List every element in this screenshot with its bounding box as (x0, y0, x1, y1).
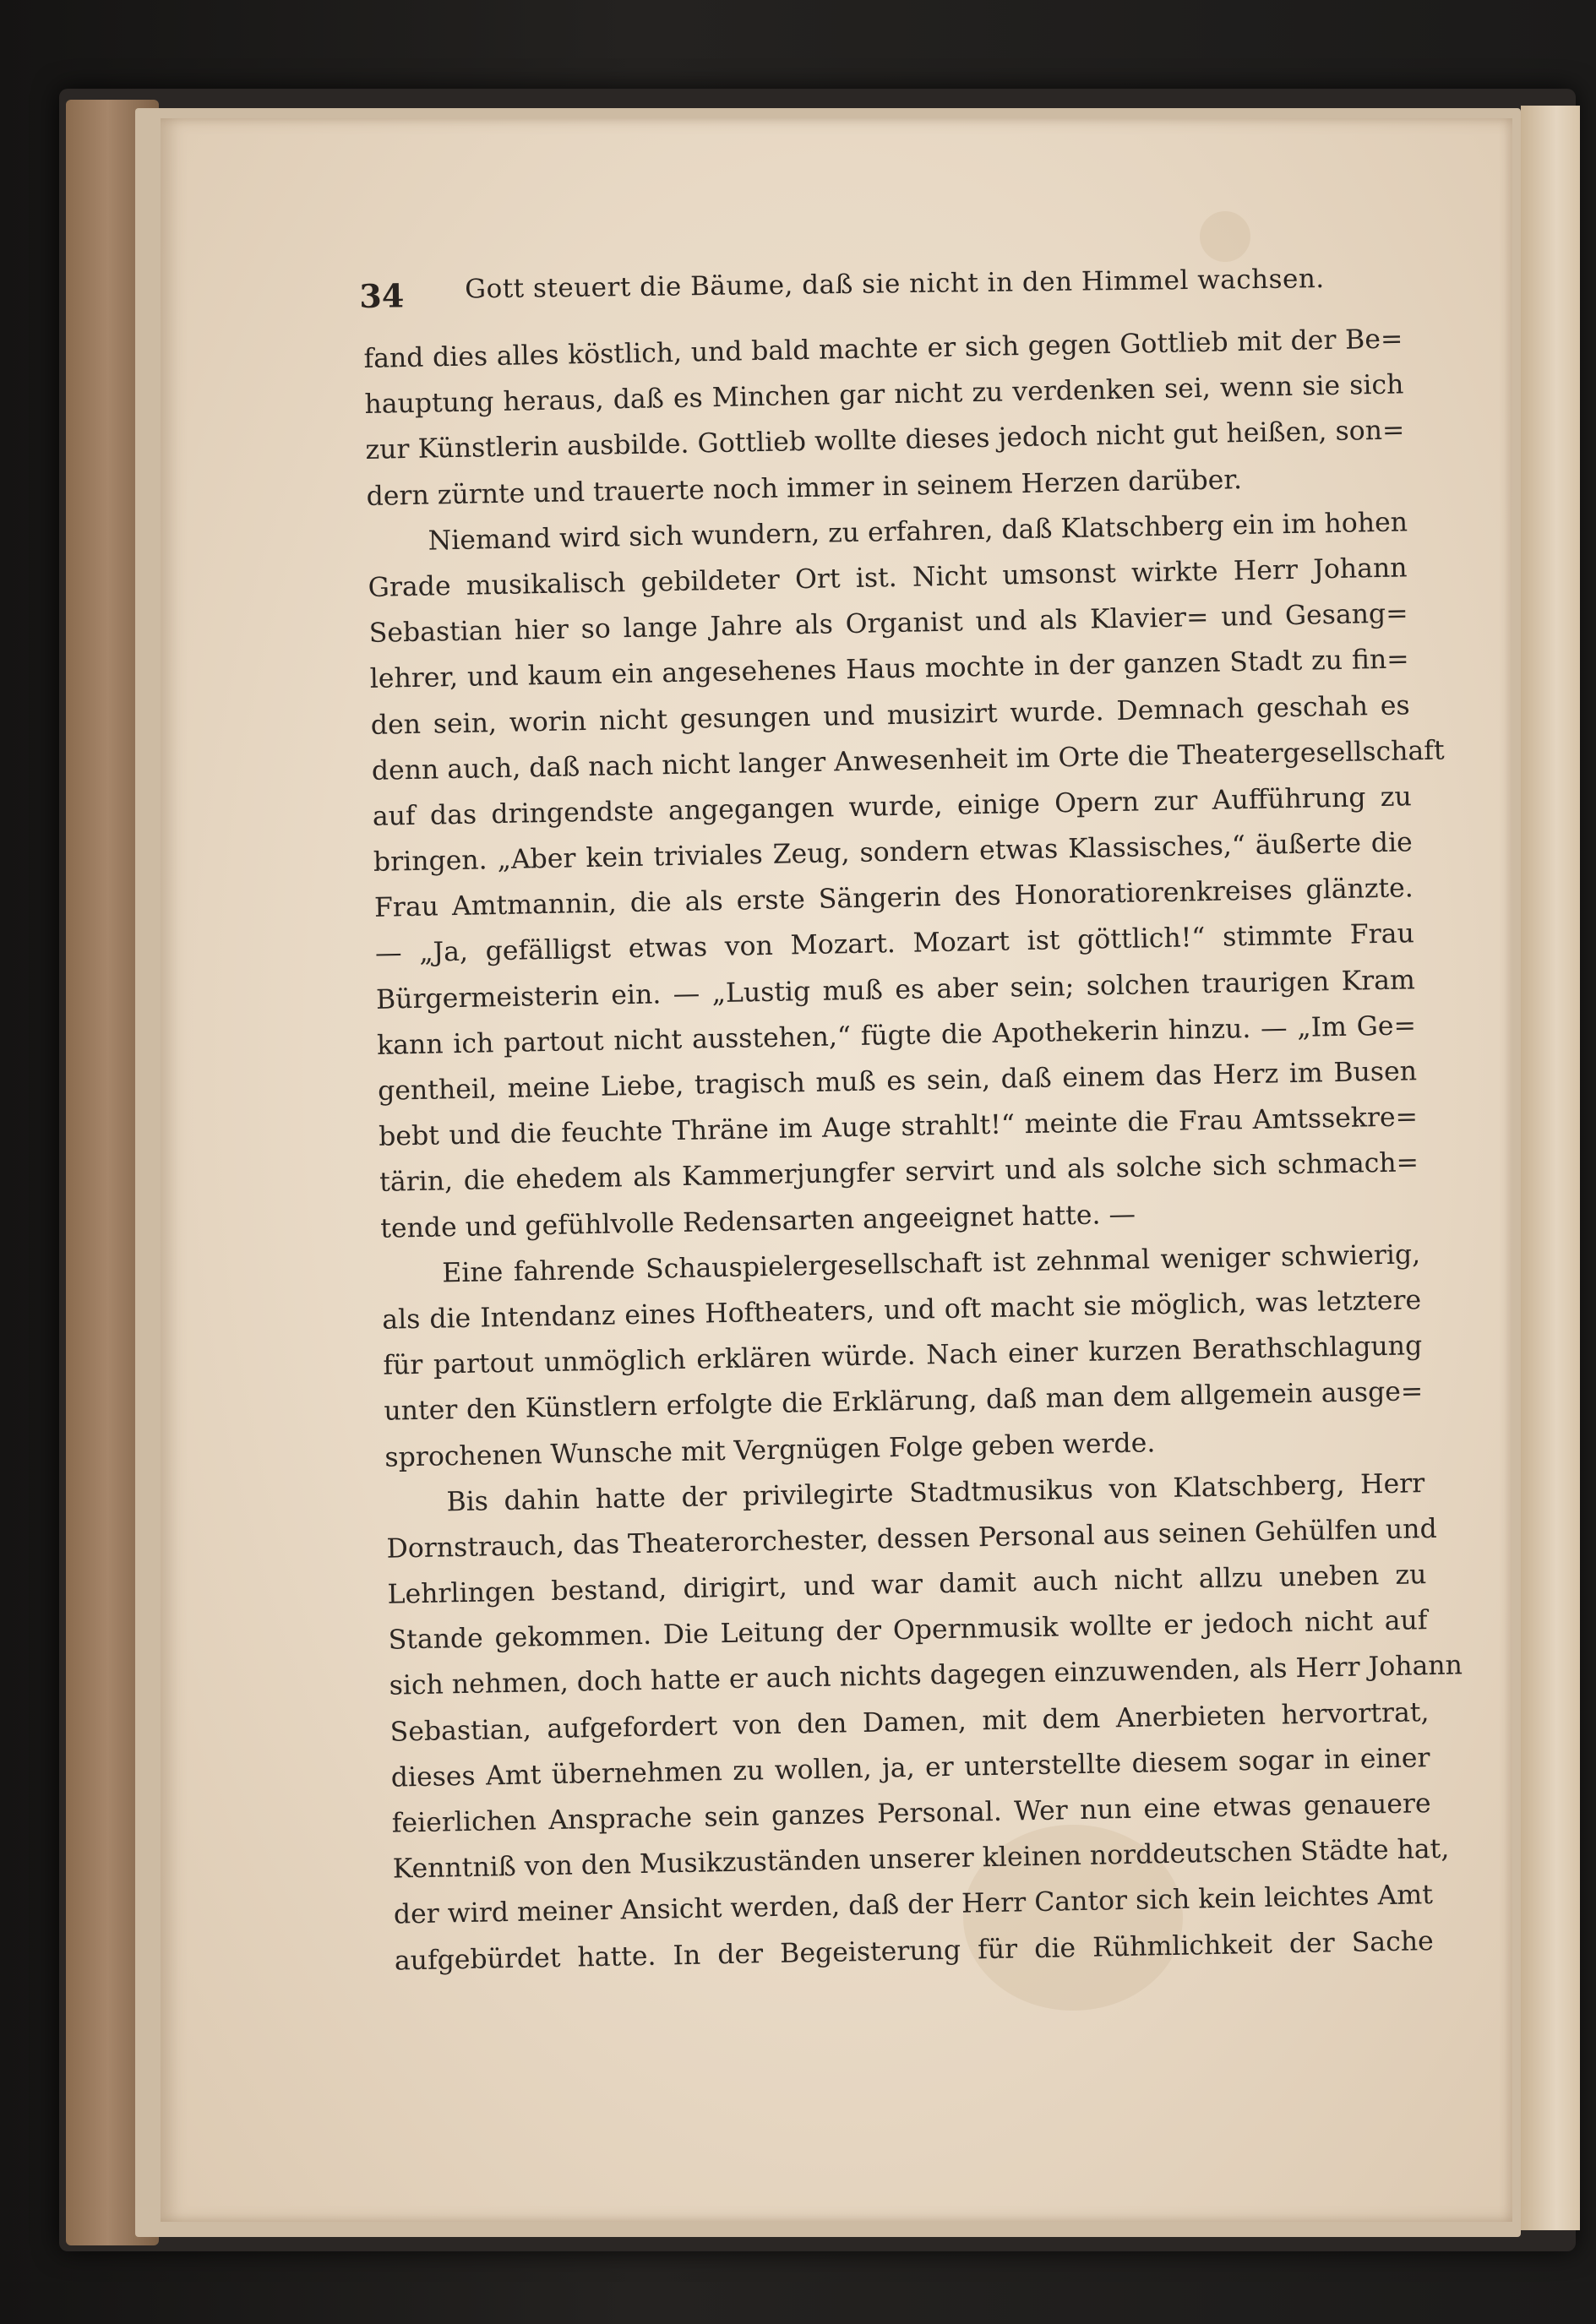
text-line: dieses Amt übernehmen zu wollen, ja, er unterstellte diesem sogar in einer (390, 1742, 1430, 1793)
text-line: lehrer, und kaum ein angesehenes Haus mochte in der ganzen Stadt zu fin= (369, 644, 1409, 695)
text-line: der wird meiner Ansicht werden, daß der Herr Cantor sich kein leichtes Amt (393, 1880, 1434, 1931)
text-line: aufgebürdet hatte. In der Begeisterung für die Rühmlichkeit der Sache (394, 1925, 1435, 1977)
text-line: feierlichen Ansprache sein ganzes Personal. Wer nun eine etwas genauere (391, 1788, 1431, 1839)
text-line: tärin, die ehedem als Kammerjungfer servirt und als solche sich schmach= (379, 1147, 1419, 1199)
text-line: bebt und die feuchte Thräne im Auge strahlt!“ meinte die Frau Amtssekre= (378, 1102, 1419, 1153)
text-line: gentheil, meine Liebe, tragisch muß es sein, daß einem das Herz im Busen (377, 1056, 1418, 1107)
text-line: als die Intendanz eines Hoftheaters, und oft macht sie möglich, was letztere (382, 1285, 1422, 1336)
text-line: fand dies alles köstlich, und bald machte er sich gegen Gottlieb mit der Be= (363, 324, 1403, 374)
text-line: Frau Amtmannin, die als erste Sängerin des Honoratiorenkreises glänzte. (373, 873, 1414, 924)
paper-stain (1200, 211, 1250, 262)
text-line: hauptung heraus, daß es Minchen gar nicht zu verdenken sei, wenn sie sich (364, 369, 1404, 421)
text-line: Sebastian, aufgefordert von den Damen, mit dem Anerbieten hervortrat, (389, 1696, 1430, 1748)
text-line: tende und gefühlvolle Redensarten angeeignet hatte. — (379, 1199, 1136, 1244)
text-line: Bürgermeisterin ein. — „Lustig muß es aber sein; solchen traurigen Kram (375, 964, 1416, 1015)
text-line: zur Künstlerin ausbilde. Gottlieb wollte dieses jedoch nicht gut heißen, son= (365, 415, 1405, 466)
text-line: Niemand wird sich wundern, zu erfahren, daß Klatschberg ein im hohen (428, 507, 1408, 557)
text-line: denn auch, daß nach nicht langer Anwesenheit im Orte die Theatergesellschaft (371, 735, 1445, 786)
text-line: kann ich partout nicht ausstehen,“ fügte die Apothekerin hinzu. — „Im Ge= (376, 1010, 1417, 1061)
running-title: Gott steuert die Bäume, daß sie nicht in den Himmel wachsen. (465, 264, 1325, 305)
text-line: — „Ja, gefälligst etwas von Mozart. Mozart ist göttlich!“ stimmte Frau (374, 918, 1415, 970)
facing-page-edge (1521, 106, 1580, 2230)
text-line: Sebastian hier so lange Jahre als Organist und als Klavier= und Gesang= (368, 598, 1408, 650)
text-line: bringen. „Aber kein triviales Zeug, sondern etwas Klassisches,“ äußerte die (373, 827, 1414, 878)
text-line: Kenntniß von den Musikzuständen unserer kleinen norddeutschen Städte hat, (392, 1833, 1450, 1885)
text-line: Stande gekommen. Die Leitung der Opernmusik wollte er jedoch nicht auf (388, 1605, 1428, 1656)
text-line: Eine fahrende Schauspielergesellschaft ist zehnmal weniger schwierig, (441, 1238, 1421, 1289)
text-line: Bis dahin hatte der privilegirte Stadtmusikus von Klatschberg, Herr (446, 1467, 1425, 1518)
text-line: unter den Künstlern erfolgte die Erklärung, daß man dem allgemein ausge= (384, 1376, 1424, 1428)
text-line: den sein, worin nicht gesungen und musizirt wurde. Demnach geschah es (370, 689, 1410, 741)
page-number: 34 (359, 276, 405, 315)
body-text (363, 316, 1463, 1984)
text-line: für partout unmöglich erklären würde. Nach einer kurzen Berathschlagung (383, 1331, 1423, 1381)
text-line: dern zürnte und trauerte noch immer in seinem Herzen darüber. (366, 464, 1243, 512)
text-line: sprochenen Wunsche mit Vergnügen Folge geben werde. (384, 1427, 1156, 1473)
text-line: auf das dringendste angegangen wurde, einige Opern zur Aufführung zu (372, 781, 1413, 832)
text-line: Grade musikalisch gebildeter Ort ist. Nicht umsonst wirkte Herr Johann (368, 552, 1408, 603)
text-line: Dornstrauch, das Theaterorchester, dessen Personal aus seinen Gehülfen und (386, 1513, 1438, 1565)
text-line: sich nehmen, doch hatte er auch nichts dagegen einzuwenden, als Herr Johann (389, 1650, 1463, 1702)
text-line: Lehrlingen bestand, dirigirt, und war damit auch nicht allzu uneben zu (387, 1559, 1427, 1610)
